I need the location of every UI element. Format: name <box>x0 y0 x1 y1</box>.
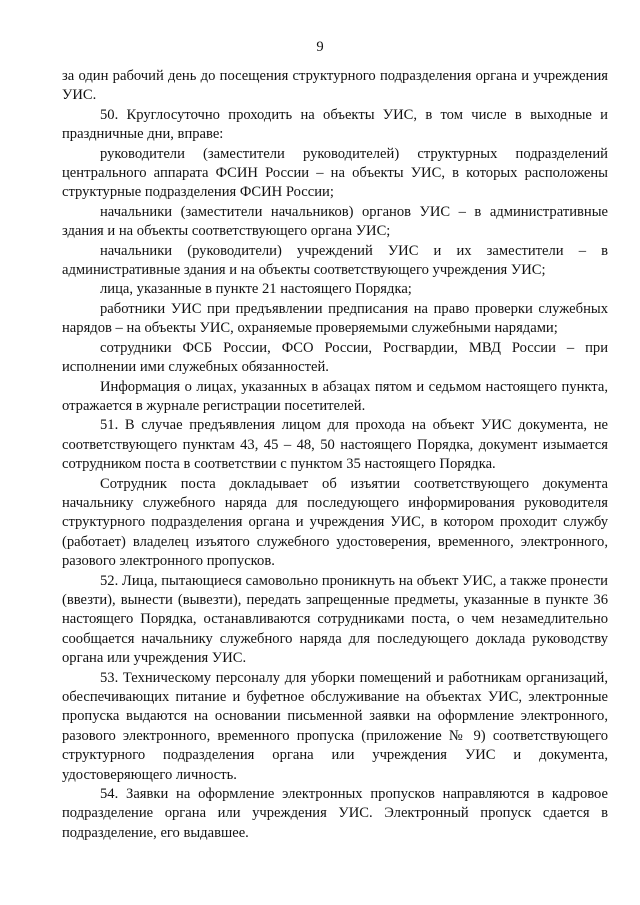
document-body <box>62 67 608 843</box>
paragraph-item-52: 52. Лица, пытающиеся самовольно проникнуть на объект УИС, а также пронести (ввезти), вынести (вывезти), передать запрещенные предметы, указанные в пункте 36 настоящего Порядка, останавливаются сотрудниками поста, о чем незамедлительно сообщается начальнику служебного наряда для последующего доклада руководству органа или учреждения УИС. <box>62 572 608 667</box>
paragraph-continuation: за один рабочий день до посещения структурного подразделения органа и учреждения УИС. <box>62 68 608 104</box>
paragraph-item-51: 51. В случае предъявления лицом для прохода на объект УИС документа, не соответствующего пунктам 43, 45 – 48, 50 настоящего Порядка, документ изымается сотрудником поста в соответствии с пунктом 35 настоящего Порядка. <box>62 417 608 473</box>
paragraph-inspectors: работники УИС при предъявлении предписания на право проверки служебных нарядов – на объекты УИС, охраняемые проверяемыми служебными нарядами; <box>62 300 608 337</box>
paragraph-item-50: 50. Круглосуточно проходить на объекты УИС, в том числе в выходные и праздничные дни, вправе: <box>62 106 608 143</box>
paragraph-seizure-report: Сотрудник поста докладывает об изъятии соответствующего документа начальнику служебного наряда для последующего информирования руководителя структурного подразделения органа и учреждения УИС, в котором проходит службу (работает) владелец изъятого служебного удостоверения, временного, электронного, разового электронного пропусков. <box>62 475 608 570</box>
page-number: 9 <box>316 39 324 55</box>
paragraph-organ-chiefs: начальники (заместители начальников) органов УИС – в административные здания и на объекты соответствующего органа УИС; <box>62 203 608 240</box>
paragraph-security-services: сотрудники ФСБ России, ФСО России, Росгвардии, МВД России – при исполнении ими служебных обязанностей. <box>62 339 608 376</box>
paragraph-visitor-log: Информация о лицах, указанных в абзацах пятом и седьмом настоящего пункта, отражается в журнале регистрации посетителей. <box>62 378 608 414</box>
paragraph-institution-heads: начальники (руководители) учреждений УИС и их заместители – в административные здания и на объекты соответствующего учреждения УИС; <box>62 242 608 279</box>
paragraph-item-21-persons: лица, указанные в пункте 21 настоящего Порядка; <box>100 281 412 298</box>
paragraph-fsin-heads: руководители (заместители руководителей) структурных подразделений центрального аппарата ФСИН России – на объекты УИС, в которых расположены структурные подразделения ФСИН России; <box>62 145 608 201</box>
paragraph-item-54: 54. Заявки на оформление электронных пропусков направляются в кадровое подразделение органа или учреждения УИС. Электронный пропуск сдается в подразделение, его выдавшее. <box>62 786 608 841</box>
paragraph-item-53: 53. Техническому персоналу для уборки помещений и работникам организаций, обеспечивающих питание и буфетное обслуживание на объектах УИС, электронные пропуска выдаются на основании письменной заявки на оформление электронного, разового электронного, временного пропуска (приложение № 9) соответствующего структурного подразделения органа или учреждения УИС и документа, удостоверяющего личность. <box>62 669 608 783</box>
